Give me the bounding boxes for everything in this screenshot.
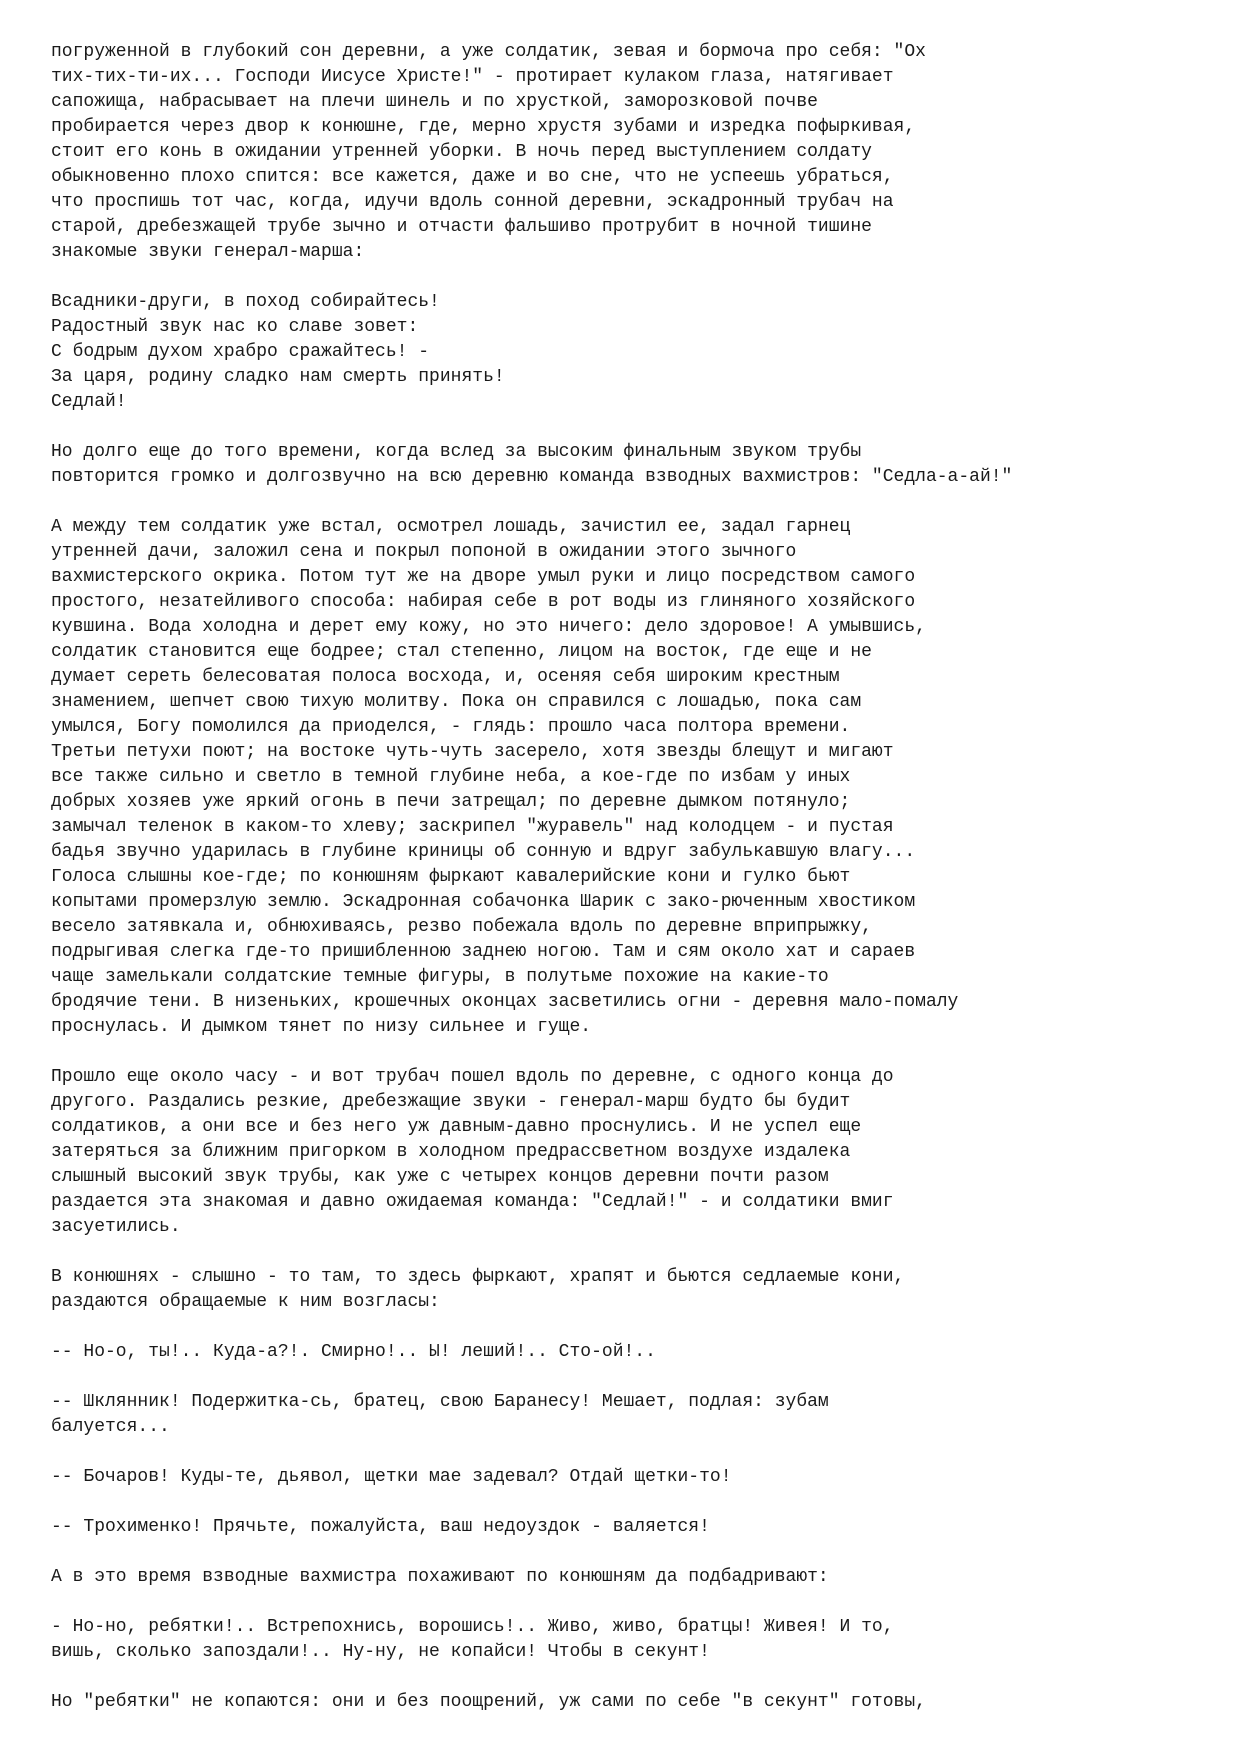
paragraph [51, 1565, 1231, 1590]
paragraph [51, 1065, 1231, 1240]
text-line: слышный высокий звук трубы, как уже с четырех концов деревни почти разом [51, 1167, 829, 1187]
text-line: бадья звучно ударилась в глубине криницы об сонную и вдруг забулькавшую влагу... [51, 842, 916, 862]
text-line: солдатик становится еще бодрее; стал степенно, лицом на восток, где еще и не [51, 642, 872, 662]
text-line: Радостный звук нас ко славе зовет: [51, 317, 419, 337]
text-line: копытами промерзлую землю. Эскадронная собачонка Шарик с зако-рюченным хвостиком [51, 892, 916, 912]
paragraph [51, 40, 1231, 265]
text-line: балуется... [51, 1417, 170, 1437]
text-line: обыкновенно плохо спится: все кажется, даже и во сне, что не успеешь убраться, [51, 167, 894, 187]
text-line: умылся, Богу помолился да приоделся, - глядь: прошло часа полтора времени. [51, 717, 851, 737]
text-line: стоит его конь в ожидании утренней уборки. В ночь перед выступлением солдату [51, 142, 872, 162]
text-line: пробирается через двор к конюшне, где, мерно хрустя зубами и изредка пофыркивая, [51, 117, 916, 137]
text-line: простого, незатейливого способа: набирая себе в рот воды из глиняного хозяйского [51, 592, 916, 612]
text-line: В конюшнях - слышно - то там, то здесь фыркают, храпят и бьются седлаемые кони, [51, 1267, 905, 1287]
text-line: - Но-но, ребятки!.. Встрепохнись, ворошись!.. Живо, живо, братцы! Живея! И то, [51, 1617, 894, 1637]
document-page [51, 40, 1231, 1740]
text-line: что проспишь тот час, когда, идучи вдоль сонной деревни, эскадронный трубач на [51, 192, 894, 212]
text-line: тих-тих-ти-их... Господи Иисусе Христе!" - протирает кулаком глаза, натягивает [51, 67, 894, 87]
text-line: -- Но-о, ты!.. Куда-а?!. Смирно!.. Ы! леший!.. Сто-ой!.. [51, 1342, 656, 1362]
text-line: затеряться за ближним пригорком в холодном предрассветном воздухе издалека [51, 1142, 851, 1162]
text-line: утренней дачи, заложил сена и покрыл попоной в ожидании этого зычного [51, 542, 797, 562]
text-line: раздаются обращаемые к ним возгласы: [51, 1292, 440, 1312]
text-line: Всадники-други, в поход собирайтесь! [51, 292, 440, 312]
text-line: добрых хозяев уже яркий огонь в печи затрещал; по деревне дымком потянуло; [51, 792, 851, 812]
paragraph [51, 1465, 1231, 1490]
text-line: замычал теленок в каком-то хлеву; заскрипел "журавель" над колодцем - и пустая [51, 817, 894, 837]
text-line: А между тем солдатик уже встал, осмотрел лошадь, зачистил ее, задал гарнец [51, 517, 851, 537]
paragraph [51, 515, 1231, 1040]
text-line: вахмистерского окрика. Потом тут же на дворе умыл руки и лицо посредством самого [51, 567, 916, 587]
text-line: погруженной в глубокий сон деревни, а уже солдатик, зевая и бормоча про себя: "Ох [51, 42, 926, 62]
text-line: Прошло еще около часу - и вот трубач пошел вдоль по деревне, с одного конца до [51, 1067, 894, 1087]
paragraph [51, 1690, 1231, 1715]
text-line: кувшина. Вода холодна и дерет ему кожу, но это ничего: дело здоровое! А умывшись, [51, 617, 926, 637]
text-line: Но долго еще до того времени, когда вслед за высоким финальным звуком трубы [51, 442, 862, 462]
paragraph [51, 1390, 1231, 1440]
text-line: засуетились. [51, 1217, 181, 1237]
text-line: солдатиков, а они все и без него уж давным-давно проснулись. И не успел еще [51, 1117, 862, 1137]
paragraph [51, 1615, 1231, 1665]
text-line: С бодрым духом храбро сражайтесь! - [51, 342, 430, 362]
paragraph [51, 1265, 1231, 1315]
text-line: повторится громко и долгозвучно на всю деревню команда взводных вахмистров: "Седла-а-ай!" [51, 467, 1013, 487]
text-line: Но "ребятки" не копаются: они и без поощрений, уж сами по себе "в секунт" готовы, [51, 1692, 926, 1712]
text-line: чаще замелькали солдатские темные фигуры, в полутьме похожие на какие-то [51, 967, 829, 987]
text-line: знакомые звуки генерал-марша: [51, 242, 365, 262]
text-line: бродячие тени. В низеньких, крошечных оконцах засветились огни - деревня мало-помалу [51, 992, 959, 1012]
text-line: знамением, шепчет свою тихую молитву. Пока он справился с лошадью, пока сам [51, 692, 862, 712]
text-line: проснулась. И дымком тянет по низу сильнее и гуще. [51, 1017, 592, 1037]
text-line: вишь, сколько запоздали!.. Ну-ну, не копайси! Чтобы в секунт! [51, 1642, 710, 1662]
paragraph [51, 290, 1231, 415]
text-line: раздается эта знакомая и давно ожидаемая команда: "Седлай!" - и солдатики вмиг [51, 1192, 894, 1212]
paragraph [51, 1340, 1231, 1365]
text-line: За царя, родину сладко нам смерть принять! [51, 367, 505, 387]
text-line: весело затявкала и, обнюхиваясь, резво побежала вдоль по деревне вприпрыжку, [51, 917, 872, 937]
paragraph [51, 440, 1231, 490]
text-line: -- Трохименко! Прячьте, пожалуйста, ваш недоуздок - валяется! [51, 1517, 710, 1537]
text-line: -- Шклянник! Подержитка-сь, братец, свою Баранесу! Мешает, подлая: зубам [51, 1392, 829, 1412]
text-line: старой, дребезжащей трубе зычно и отчасти фальшиво протрубит в ночной тишине [51, 217, 872, 237]
text-line: сапожища, набрасывает на плечи шинель и по хрусткой, заморозковой почве [51, 92, 818, 112]
text-line: Третьи петухи поют; на востоке чуть-чуть засерело, хотя звезды блещут и мигают [51, 742, 894, 762]
text-line: думает сереть белесоватая полоса восхода, и, осеняя себя широким крестным [51, 667, 840, 687]
text-line: -- Бочаров! Куды-те, дьявол, щетки мае задевал? Отдай щетки-то! [51, 1467, 732, 1487]
text-line: Седлай! [51, 392, 127, 412]
text-line: А в это время взводные вахмистра похаживают по конюшням да подбадривают: [51, 1567, 829, 1587]
paragraph [51, 1515, 1231, 1540]
text-line: другого. Раздались резкие, дребезжащие звуки - генерал-марш будто бы будит [51, 1092, 851, 1112]
text-line: Голоса слышны кое-где; по конюшням фыркают кавалерийские кони и гулко бьют [51, 867, 851, 887]
text-line: все также сильно и светло в темной глубине неба, а кое-где по избам у иных [51, 767, 851, 787]
text-line: подрыгивая слегка где-то пришибленною заднею ногою. Там и сям около хат и сараев [51, 942, 916, 962]
